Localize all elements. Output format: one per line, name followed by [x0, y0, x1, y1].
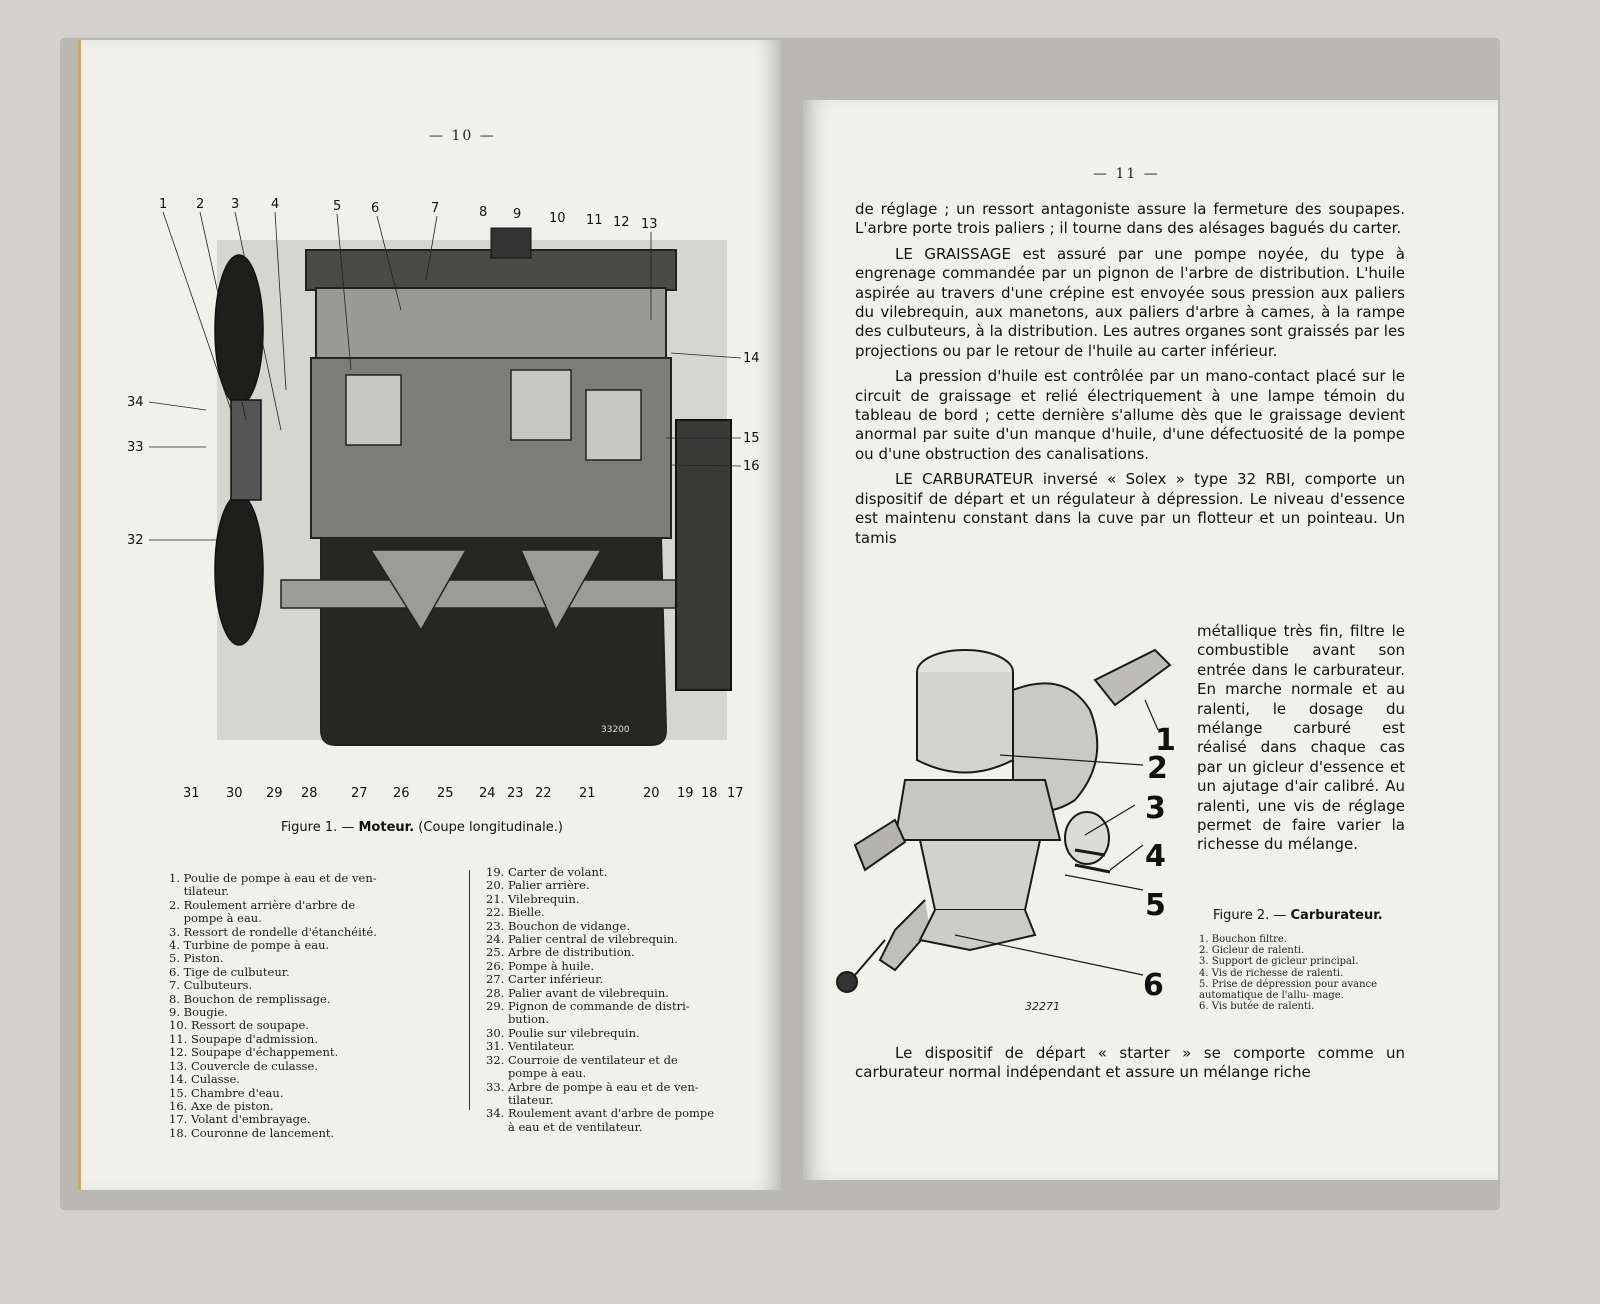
callout-3: 3 [231, 197, 240, 212]
callout-24: 24 [479, 786, 496, 800]
callout-14: 14 [743, 351, 760, 366]
legend-item: 2. Gicleur de ralenti. [1199, 945, 1305, 957]
legend-item: 6. Vis butée de ralenti. [1199, 1001, 1315, 1013]
legend-item: 23. Bouchon de vidange. [486, 918, 631, 933]
callout-2: 2 [196, 197, 205, 212]
callout-1: 1 [159, 197, 168, 212]
body-text-bottom [855, 1044, 1405, 1089]
legend-item: 25. Arbre de distribution. [486, 945, 635, 960]
callout-32: 32 [127, 533, 144, 548]
callout-22: 22 [535, 786, 552, 800]
callout-27: 27 [351, 786, 368, 800]
legend-item: 21. Vilebrequin. [486, 891, 580, 906]
legend-item: 7. Culbuteurs. [169, 978, 253, 993]
legend-item: 17. Volant d'embrayage. [169, 1112, 311, 1127]
legend-item: 1. Poulie de pompe à eau et de ven- tilateur. [169, 871, 377, 899]
callout-10: 10 [549, 211, 566, 226]
body-text-top [855, 200, 1405, 554]
callout-19: 19 [677, 786, 694, 800]
legend-item: 22. Bielle. [486, 905, 545, 920]
callout-13: 13 [641, 217, 658, 232]
carburetor-drawing [837, 650, 1170, 992]
figure-2-legend [1199, 934, 1409, 1012]
legend-divider [469, 870, 470, 1110]
legend-item: 8. Bouchon de remplissage. [169, 991, 331, 1006]
carburetor-callouts [1143, 723, 1176, 1003]
callout-5: 5 [333, 199, 342, 214]
paragraph-1: de réglage ; un ressort antagoniste assure la fermeture des soupapes. L'arbre porte trois paliers ; il tourne dans des alésages bagués du carter. [855, 200, 1405, 238]
callout-26: 26 [393, 786, 410, 800]
callout-18: 18 [701, 786, 718, 800]
legend-item: 28. Palier avant de vilebrequin. [486, 985, 669, 1000]
callout-17: 17 [727, 786, 744, 800]
legend-item: 30. Poulie sur vilebrequin. [486, 1025, 640, 1040]
legend-item: 34. Roulement avant d'arbre de pompe à eau et de ventilateur. [486, 1106, 715, 1134]
carb-callout-3: 3 [1145, 791, 1166, 826]
paragraph-carburateur: LE CARBURATEUR inversé « Solex » type 32 RBI, comporte un dispositif de départ et un régulateur à dépression. Le niveau d'essence est maintenu constant dans la cuve par un flotteur et un pointeau. Un tamis [855, 470, 1405, 547]
legend-item: 26. Pompe à huile. [486, 958, 595, 973]
callouts-top [159, 197, 658, 232]
legend-item: 19. Carter de volant. [486, 865, 608, 879]
wrapped-text: métallique très fin, filtre le combustible avant son entrée dans le carburateur. En marche normale et au ralenti, le dosage du mélange carburé est réalisé dans chaque cas par un gicleur d'essence et un ajutage d'air calibré. Au ralenti, une vis de réglage permet de faire varier la richesse du mélange. [1197, 622, 1405, 854]
legend-item: 13. Couvercle de culasse. [169, 1058, 318, 1073]
right-page [803, 100, 1498, 1180]
caption-suffix: (Coupe longitudinale.) [414, 820, 563, 835]
callout-6: 6 [371, 201, 380, 216]
figure-1-legend-col1 [169, 872, 469, 1140]
page-number: — 10 — [429, 128, 496, 144]
legend-item: 12. Soupape d'échappement. [169, 1045, 339, 1060]
legend-item: 9. Bougie. [169, 1005, 228, 1020]
legend-item: 1. Bouchon filtre. [1199, 934, 1287, 945]
callout-8: 8 [479, 205, 488, 220]
legend-item: 4. Vis de richesse de ralenti. [1199, 967, 1344, 979]
caption-prefix: Figure 1. — [281, 820, 359, 835]
callout-7: 7 [431, 201, 440, 216]
paragraph-starter: Le dispositif de départ « starter » se comporte comme un carburateur normal indépendant et assure un mélange riche [855, 1044, 1405, 1082]
carb-callout-4: 4 [1145, 839, 1166, 874]
callout-15: 15 [743, 431, 760, 446]
carb-callout-5: 5 [1145, 888, 1166, 923]
caption-prefix: Figure 2. — [1213, 908, 1291, 923]
callout-12: 12 [613, 215, 630, 230]
carb-callout-1: 1 [1155, 723, 1176, 758]
caption-title: Carburateur. [1290, 908, 1383, 923]
legend-item: 2. Roulement arrière d'arbre de pompe à eau. [169, 897, 356, 926]
legend-item: 18. Couronne de lancement. [169, 1125, 335, 1140]
legend-item: 5. Piston. [169, 951, 224, 966]
legend-item: 33. Arbre de pompe à eau et de ven- tilateur. [486, 1079, 699, 1107]
legend-item: 20. Palier arrière. [486, 878, 590, 893]
legend-item: 16. Axe de piston. [169, 1098, 274, 1113]
legend-item: 3. Support de gicleur principal. [1199, 956, 1359, 968]
legend-item: 27. Carter inférieur. [486, 972, 604, 987]
legend-item: 15. Chambre d'eau. [169, 1085, 284, 1100]
caption-title: Moteur. [358, 820, 415, 835]
legend-item: 3. Ressort de rondelle d'étanchéité. [169, 924, 377, 939]
callout-20: 20 [643, 786, 660, 800]
figure-1-caption [281, 820, 563, 835]
callout-30: 30 [226, 786, 243, 800]
callout-16: 16 [743, 459, 760, 474]
callouts-right [743, 351, 760, 474]
callout-23: 23 [507, 786, 524, 800]
callout-25: 25 [437, 786, 454, 800]
engine-cutaway-figure [121, 170, 761, 800]
callout-9: 9 [513, 207, 522, 222]
callout-29: 29 [266, 786, 283, 800]
callout-4: 4 [271, 197, 280, 212]
legend-item: 24. Palier central de vilebrequin. [486, 932, 678, 947]
legend-item: 10. Ressort de soupape. [169, 1018, 310, 1033]
legend-item: 4. Turbine de pompe à eau. [169, 938, 330, 953]
engine-block [306, 250, 676, 745]
flywheel [676, 420, 731, 690]
legend-item: 29. Pignon de commande de distri- bution. [486, 999, 690, 1027]
paragraph-graissage: LE GRAISSAGE est assuré par une pompe noyée, du type à engrenage commandée par un pignon de l'arbre de distribution. L'huile aspirée au travers d'une crépine est envoyée sous pression aux paliers du vilebrequin, aux manetons, aux paliers d'arbre à cames, à la rampe des culbuteurs, à la distribution. Les autres organes sont graissés par les projections ou par le retour de l'huile au carter inférieur. [855, 244, 1405, 360]
carb-callout-2: 2 [1147, 751, 1168, 786]
legend-item: 5. Prise de dépression pour avance automatique de l'allu- mage. [1199, 978, 1378, 1002]
legend-item: 31. Ventilateur. [486, 1039, 575, 1054]
figure-2-caption [1213, 908, 1383, 923]
figure-stamp: 33200 [601, 725, 630, 735]
callout-11: 11 [586, 213, 603, 228]
filler-cap [491, 228, 531, 258]
legend-item: 6. Tige de culbuteur. [169, 964, 290, 979]
callout-33: 33 [127, 440, 144, 455]
legend-item: 14. Culasse. [169, 1072, 240, 1087]
legend-item: 11. Soupape d'admission. [169, 1031, 318, 1046]
callout-34: 34 [127, 395, 144, 410]
page-number: — 11 — [1093, 166, 1160, 182]
callout-28: 28 [301, 786, 318, 800]
callout-21: 21 [579, 786, 596, 800]
figure-stamp: 32271 [1025, 1000, 1060, 1013]
callouts-left [127, 395, 144, 548]
paragraph-pression: La pression d'huile est contrôlée par un mano-contact placé sur le circuit de graissage et relié électriquement à une lampe témoin du tableau de bord ; cette dernière s'allume dès que le graissage devient anormal par suite d'un manque d'huile, d'une défectuosité de la pompe ou d'une obstruction des canalisations. [855, 367, 1405, 463]
carb-callout-6: 6 [1143, 968, 1164, 1003]
figure-1-legend-col2 [486, 866, 776, 1134]
legend-item: 32. Courroie de ventilateur et de pompe à eau. [486, 1052, 678, 1081]
left-page [78, 40, 781, 1190]
carburetor-figure [825, 610, 1205, 1040]
callouts-bottom [183, 786, 744, 800]
callout-31: 31 [183, 786, 200, 800]
